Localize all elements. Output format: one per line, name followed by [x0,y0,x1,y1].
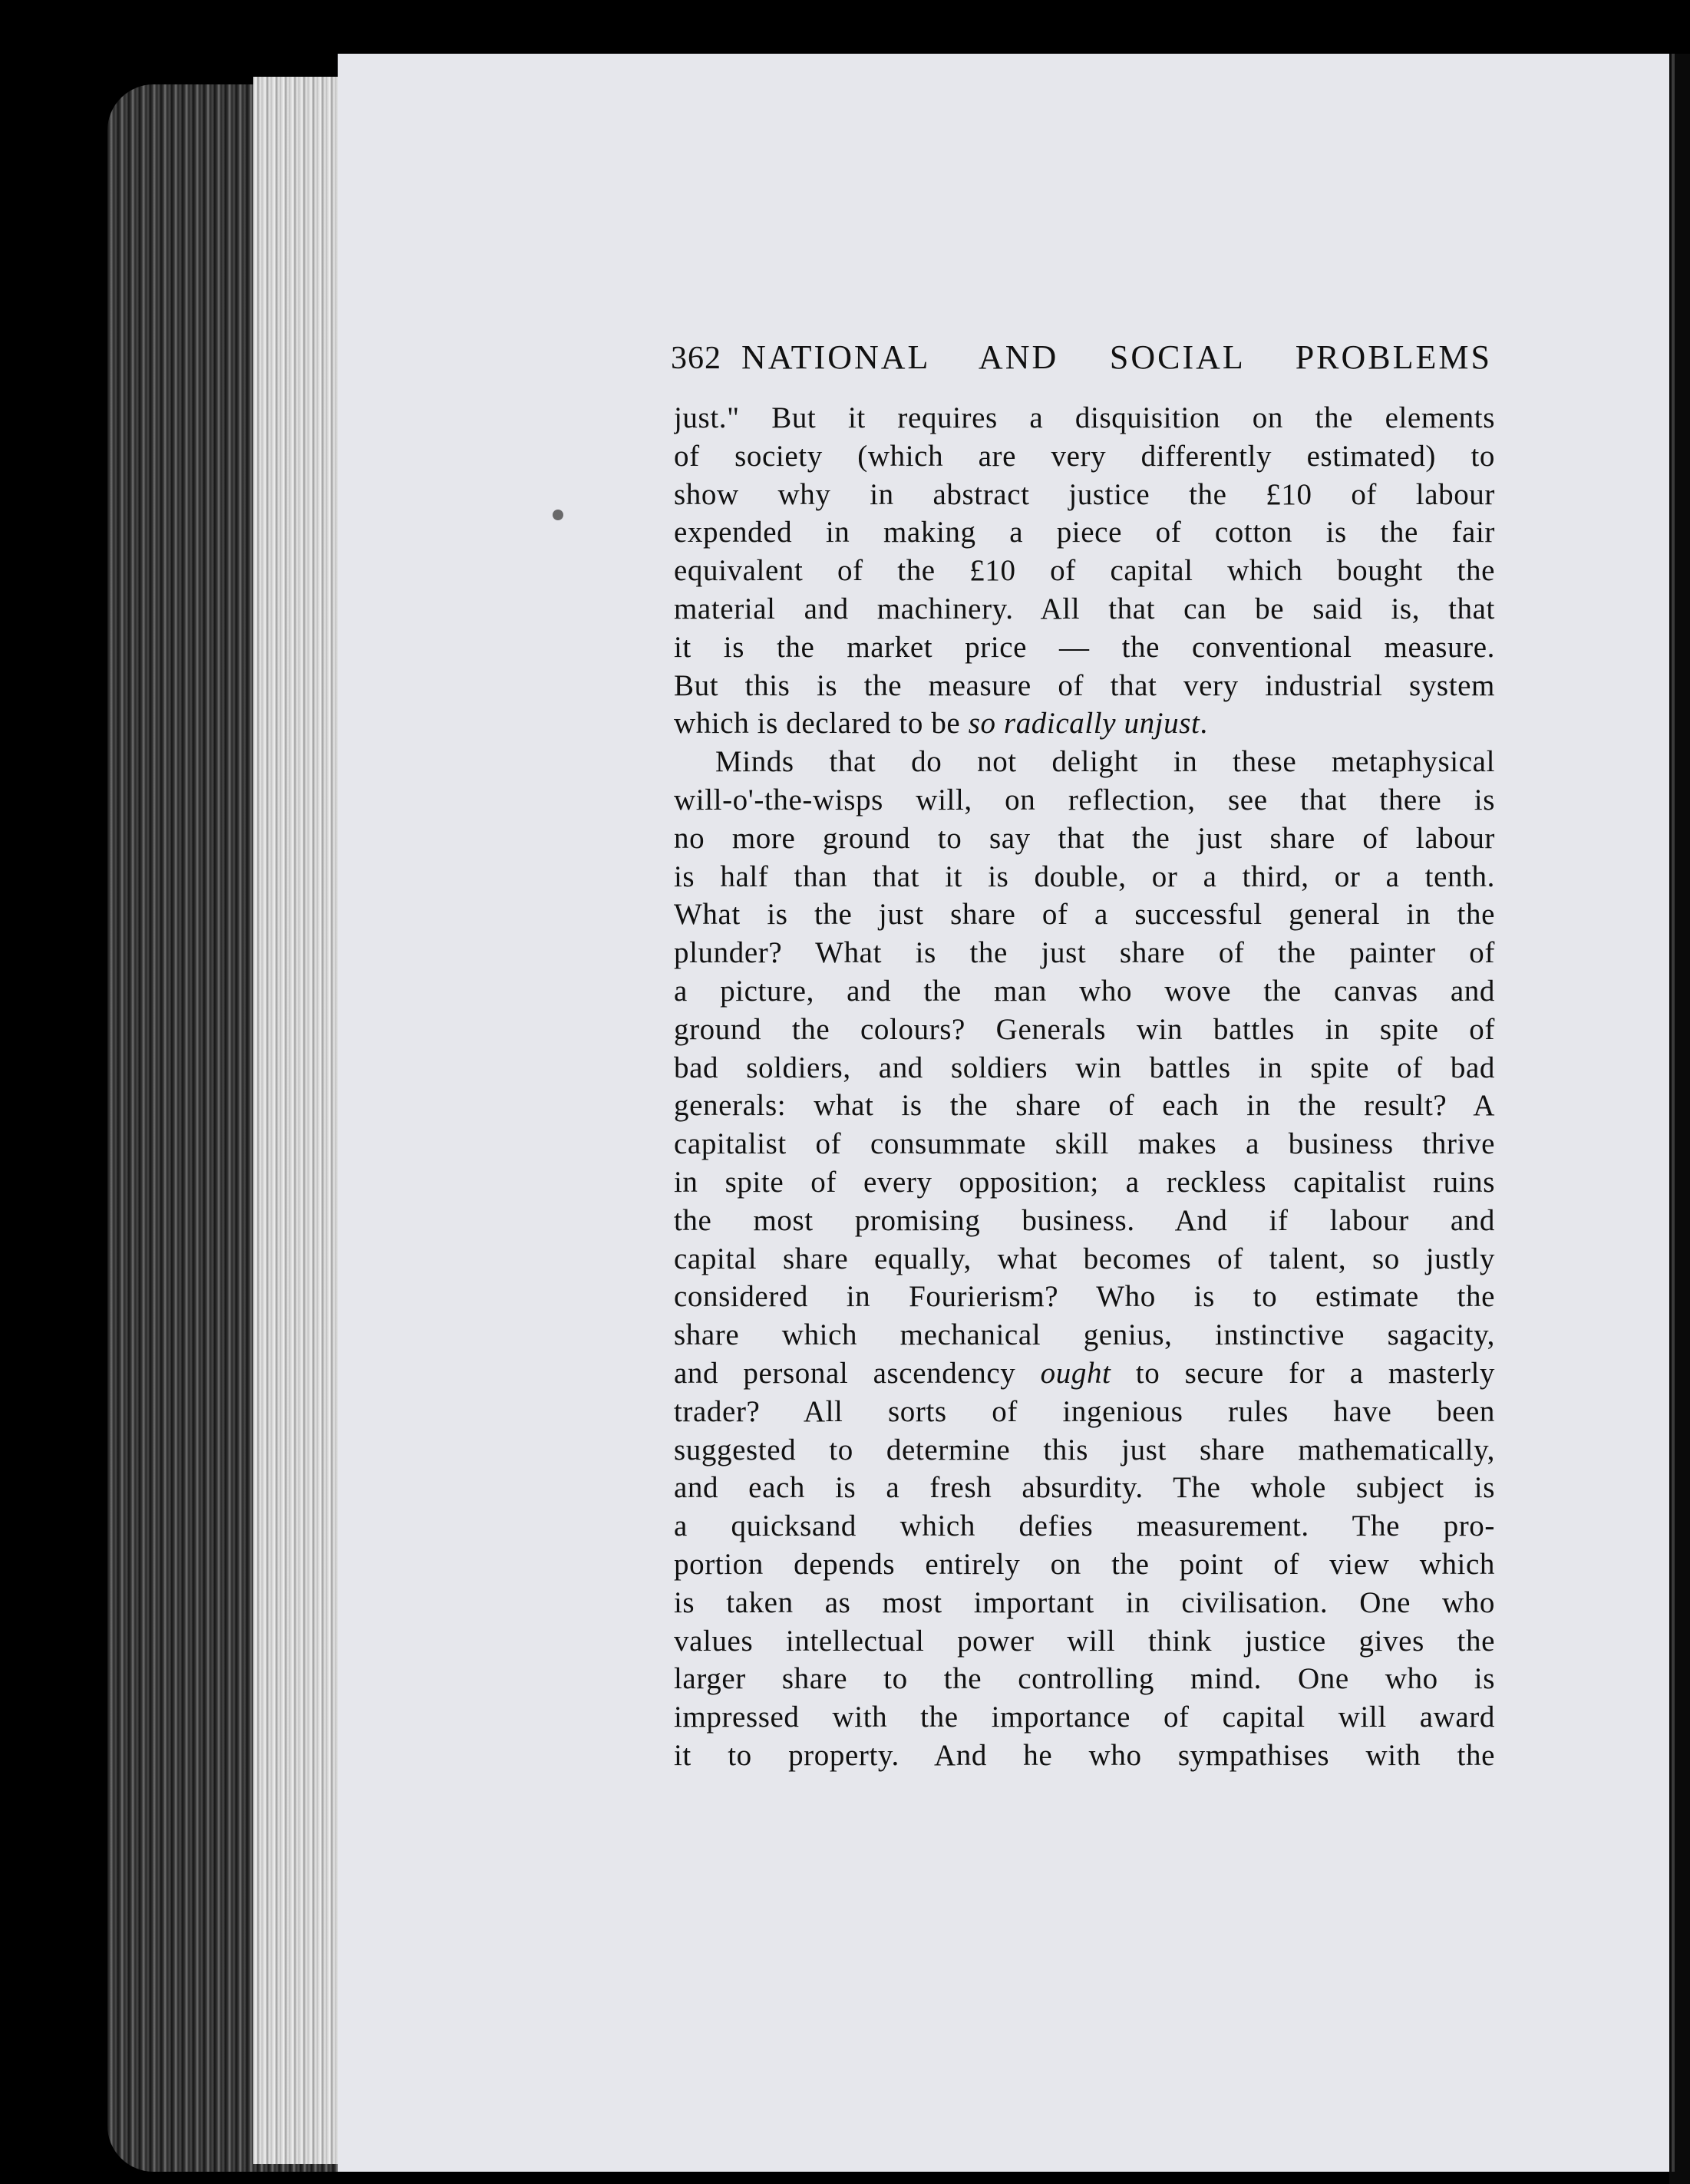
text-line [674,704,1495,743]
text-line: ground the colours? Generals win battles in spite of [674,1012,1495,1046]
text-line: values intellectual power will think justice gives the [674,1624,1495,1658]
book-gutter [253,77,345,2164]
text-segment: . [1200,707,1208,741]
text-line: But this is the measure of that very industrial system [674,668,1495,702]
text-line: plunder? What is the just share of the painter of [674,936,1495,970]
text-line: impressed with the importance of capital will award [674,1701,1495,1734]
text-line: it to property. And he who sympathises with the [674,1738,1495,1772]
paragraph-first-line: Minds that do not delight in these metaphysical [715,745,1495,779]
text-line: larger share to the controlling mind. One who is [674,1662,1495,1696]
page-header [671,338,1492,377]
text-line: material and machinery. All that can be said is, that [674,592,1495,625]
text-line: bad soldiers, and soldiers win battles in spite of bad [674,1051,1495,1084]
text-segment: and personal ascendency [674,1356,1041,1390]
italic-text: so radically unjust [968,707,1200,741]
text-line: expended in making a piece of cotton is the fair [674,516,1495,549]
text-line: capitalist of consummate skill makes a business thrive [674,1127,1495,1161]
running-head: NATIONAL AND SOCIAL PROBLEMS [741,338,1492,376]
text-line: What is the just share of a successful general in the [674,898,1495,932]
text-line [674,1354,1495,1393]
text-line: a quicksand which defies measurement. The pro- [674,1509,1495,1543]
text-segment: to secure for a masterly [1111,1356,1495,1390]
text-line: share which mechanical genius, instinctive sagacity, [674,1318,1495,1352]
text-line: the most promising business. And if labour and [674,1203,1495,1237]
text-line: trader? All sorts of ingenious rules have been [674,1394,1495,1428]
text-line: show why in abstract justice the £10 of labour [674,477,1495,511]
text-line: it is the market price — the conventional measure. [674,630,1495,664]
italic-text: ought [1040,1356,1111,1390]
text-line: is half than that it is double, or a third, or a tenth. [674,859,1495,893]
text-line: considered in Fourierism? Who is to estimate the [674,1280,1495,1314]
text-line: will-o'-the-wisps will, on reflection, see that there is [674,783,1495,817]
body-text [674,399,1495,1775]
text-line: is taken as most important in civilisation. One who [674,1585,1495,1619]
text-line: of society (which are very differently estimated) to [674,439,1495,473]
text-line: portion depends entirely on the point of view which [674,1547,1495,1581]
text-line: no more ground to say that the just share of labour [674,821,1495,855]
text-line: capital share equally, what becomes of talent, so justly [674,1242,1495,1275]
ink-spot [553,510,563,520]
text-line: suggested to determine this just share mathematically, [674,1433,1495,1466]
text-line: just." But it requires a disquisition on the elements [674,401,1495,434]
text-segment: which is declared to be [674,707,969,741]
text-line: equivalent of the £10 of capital which bought the [674,554,1495,588]
text-line: a picture, and the man who wove the canvas and [674,974,1495,1008]
text-line: in spite of every opposition; a reckless capitalist ruins [674,1165,1495,1199]
page-number: 362 [671,341,721,376]
page-right-edge [1672,54,1675,2172]
text-line: generals: what is the share of each in the result? A [674,1089,1495,1123]
text-line: and each is a fresh absurdity. The whole subject is [674,1471,1495,1505]
